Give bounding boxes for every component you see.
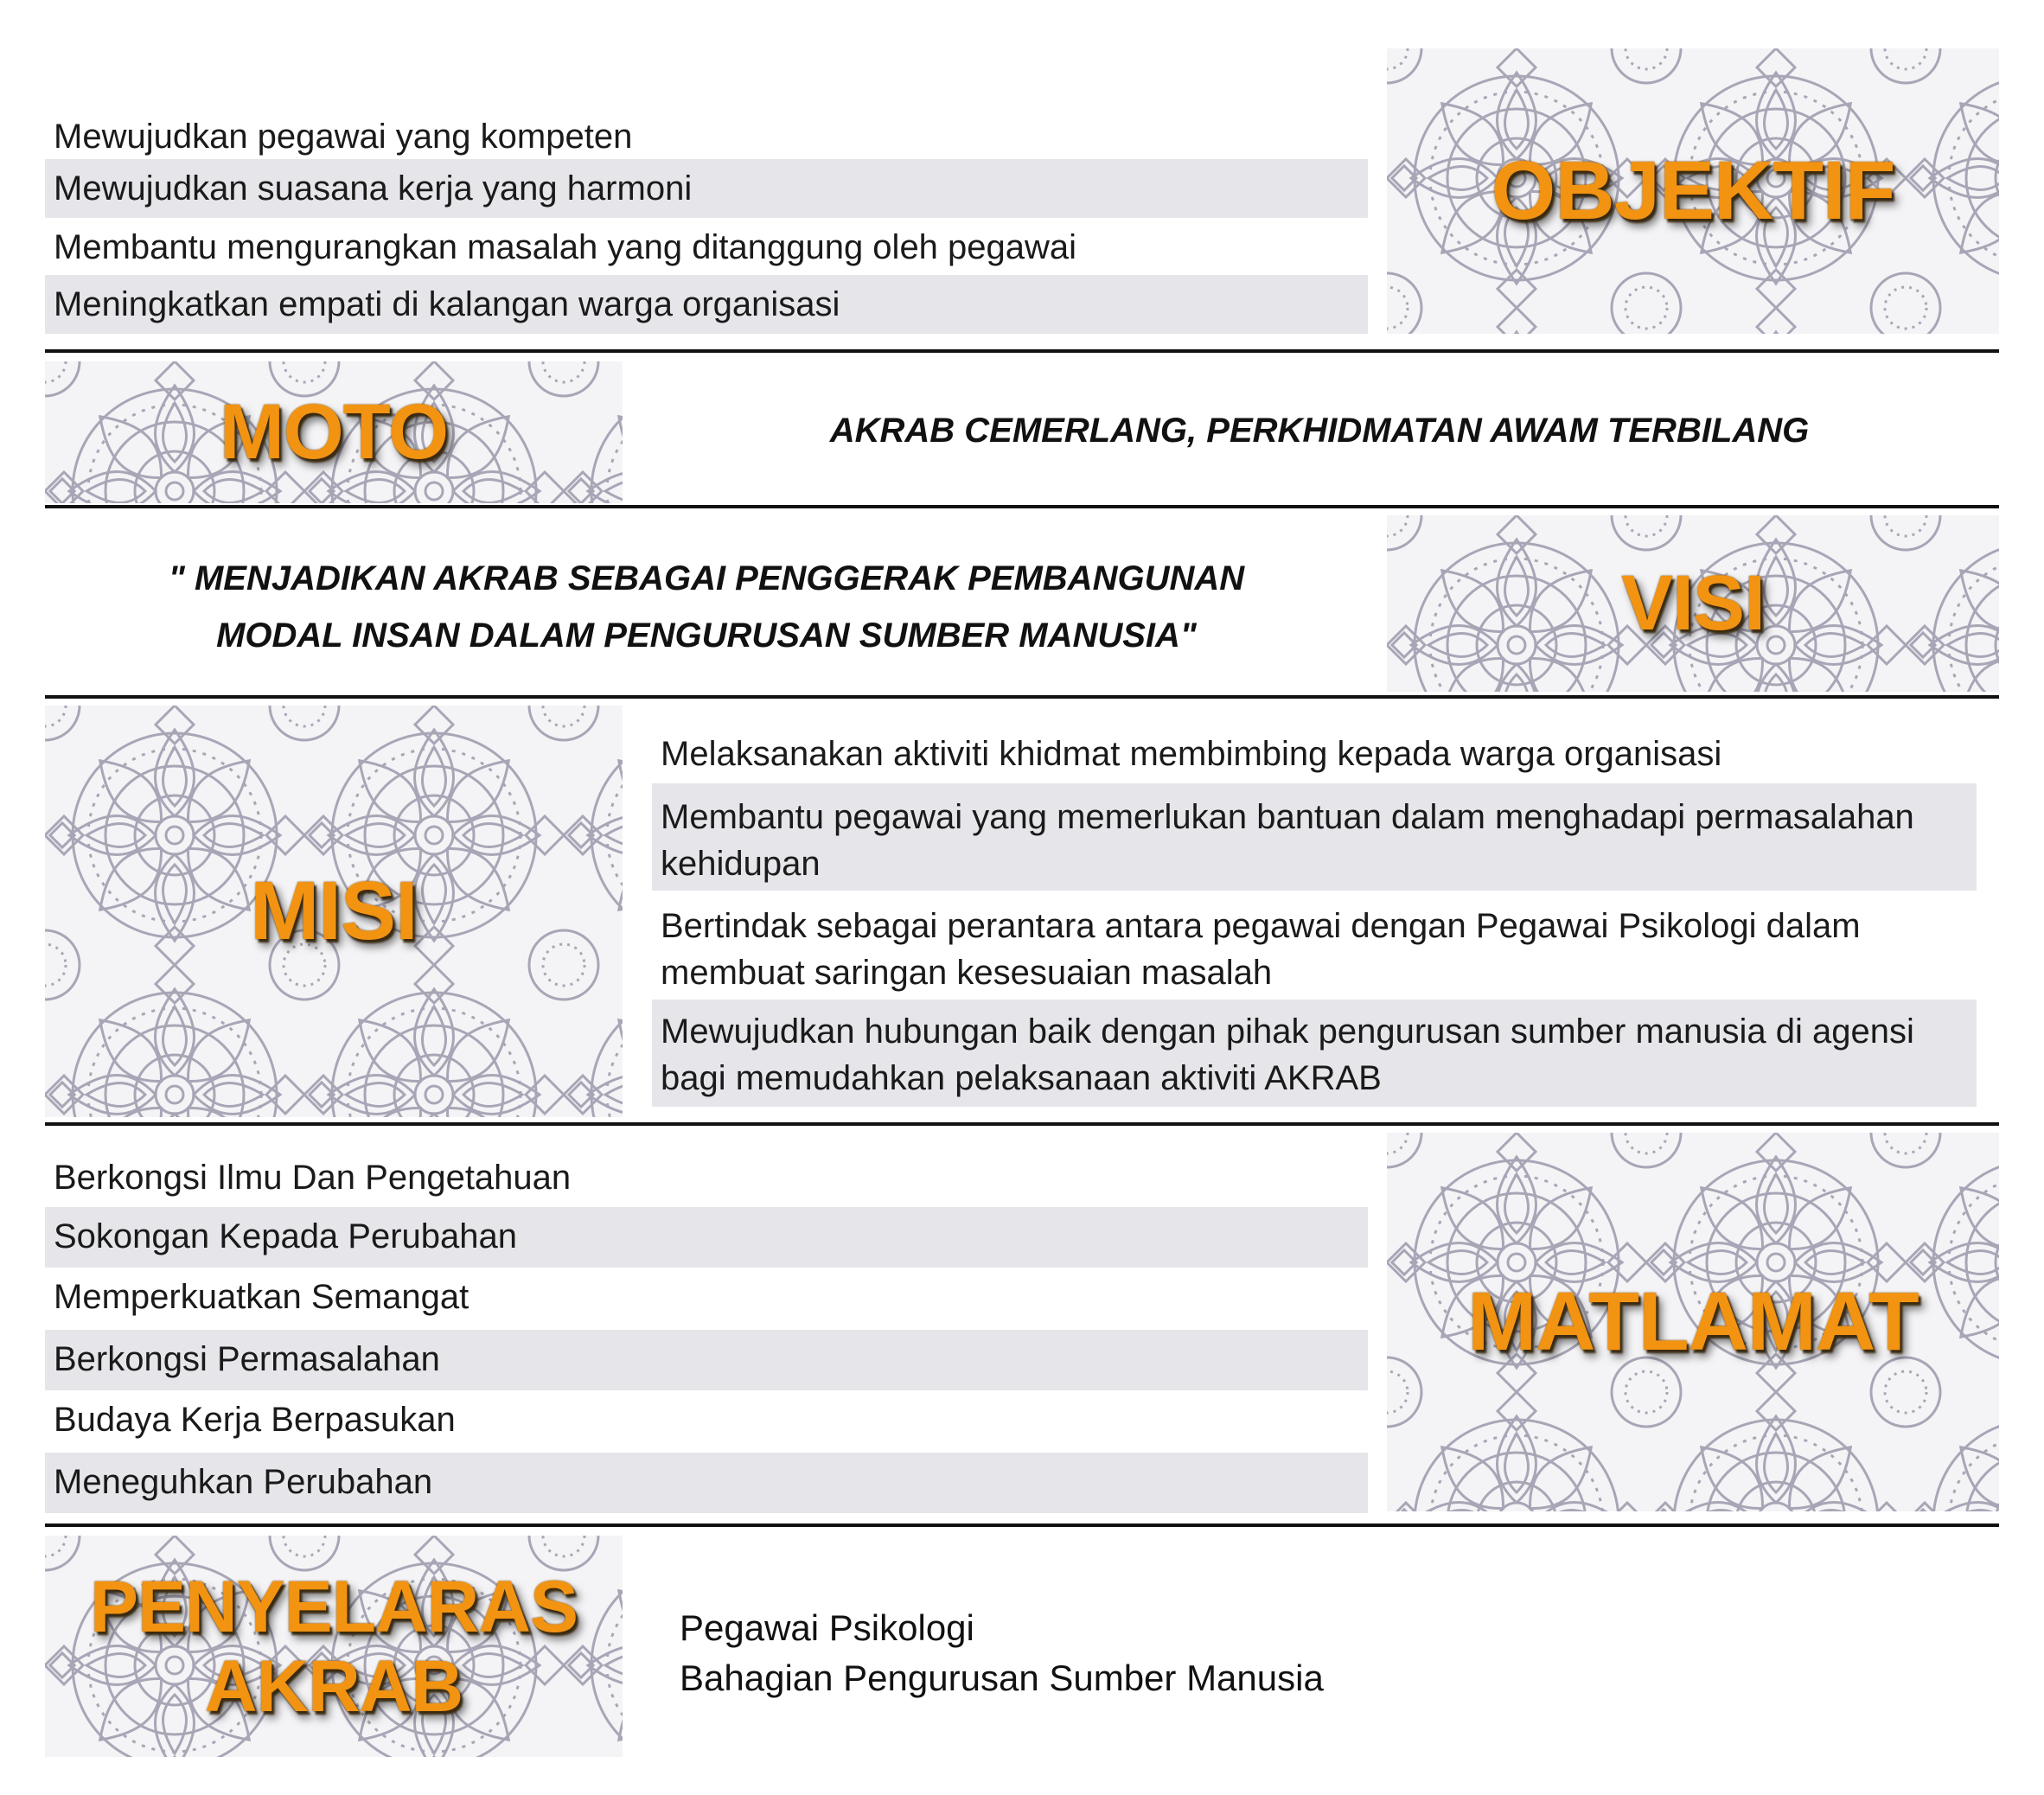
list-item: Mewujudkan pegawai yang kompeten [54,118,633,156]
penyelaras-role: Pegawai Psikologi [680,1607,974,1648]
list-item: Berkongsi Permasalahan [45,1330,1368,1390]
penyelaras-title-line-2: AKRAB [204,1645,463,1727]
divider [45,505,1999,508]
list-item: Melaksanakan aktiviti khidmat membimbing kepada warga organisasi [661,735,1722,773]
misi-title: MISI [250,865,418,957]
list-item: Meneguhkan Perubahan [45,1453,1368,1513]
objektif-panel [1387,48,1999,334]
visi-title: VISI [1620,560,1766,647]
list-item: Mewujudkan suasana kerja yang harmoni [45,159,1368,218]
list-item: Mewujudkan hubungan baik dengan pihak pengurusan sumber manusia di agensi bagi memudahkan pelaksanaan aktiviti AKRAB [652,1000,1977,1107]
visi-line-2: MODAL INSAN DALAM PENGURUSAN SUMBER MANUSIA" [216,616,1197,655]
list-item: Berkongsi Ilmu Dan Pengetahuan [54,1159,572,1197]
divider [45,695,1999,699]
penyelaras-title-line-1: PENYELARAS [89,1566,578,1647]
list-item: Membantu mengurangkan masalah yang ditanggung oleh pegawai [54,228,1077,266]
divider [45,1122,1999,1126]
list-item: Memperkuatkan Semangat [54,1278,469,1316]
matlamat-panel [1387,1133,1999,1511]
matlamat-list [45,1148,1368,1513]
objektif-list [45,107,1368,334]
visi-statement [45,550,1368,664]
list-item: Budaya Kerja Berpasukan [54,1401,456,1439]
misi-list [652,726,1977,1107]
visi-line-1: " MENJADIKAN AKRAB SEBAGAI PENGGERAK PEMBANGUNAN [168,559,1245,597]
list-item: Sokongan Kepada Perubahan [45,1207,1368,1268]
matlamat-title: MATLAMAT [1467,1275,1919,1368]
divider [45,349,1999,353]
penyelaras-info [680,1603,1890,1703]
divider [45,1524,1999,1527]
penyelaras-panel [45,1536,623,1757]
list-item: Membantu pegawai yang memerlukan bantuan dalam menghadapi permasalahan kehidupan [652,783,1977,891]
moto-text: AKRAB CEMERLANG, PERKHIDMATAN AWAM TERBILANG [829,412,1810,450]
moto-title: MOTO [219,389,449,476]
moto-panel [45,361,623,503]
list-item: Meningkatkan empati di kalangan warga organisasi [45,275,1368,334]
list-item: Bertindak sebagai perantara antara pegawai dengan Pegawai Psikologi dalam membuat saringan kesesuaian masalah [661,907,1861,992]
penyelaras-department: Bahagian Pengurusan Sumber Manusia [680,1658,1324,1698]
misi-panel [45,706,623,1117]
penyelaras-title [45,1567,623,1726]
objektif-title: OBJEKTIF [1491,144,1895,237]
visi-panel [1387,515,1999,692]
